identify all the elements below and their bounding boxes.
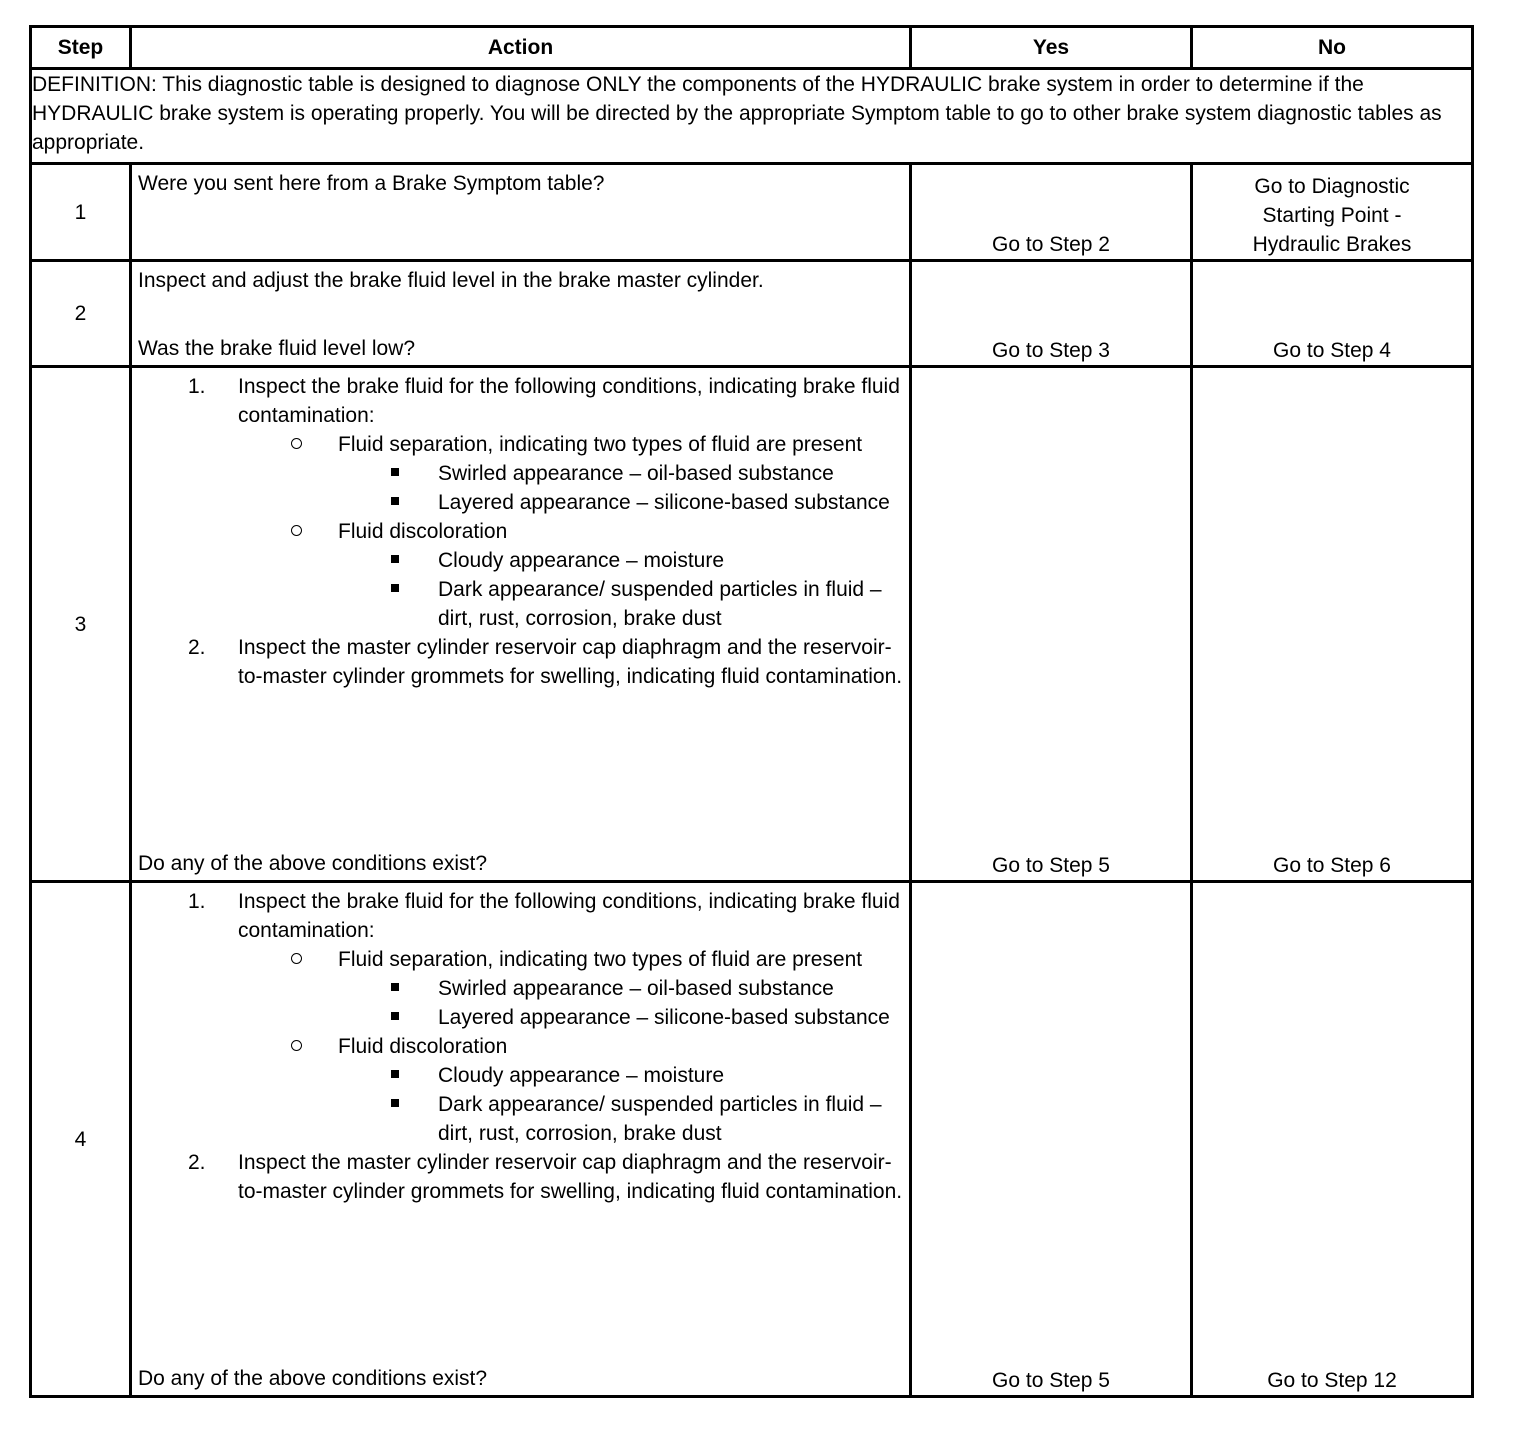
action-question: Were you sent here from a Brake Symptom table? [138,172,605,195]
circle-bullet-icon [288,517,338,546]
list-number: 1. [188,890,206,913]
list-text: Inspect the brake fluid for the following conditions, indicating brake fluid contamination: [238,890,900,942]
action-question: Do any of the above conditions exist? [138,852,488,875]
list-item [138,488,903,517]
action-intro: Inspect and adjust the brake fluid level in the brake master cylinder. [138,269,764,292]
square-bullet-icon [388,546,438,575]
yes-cell: Go to Step 5 [911,367,1192,882]
list-text: Inspect the master cylinder reservoir cap diaphragm and the reservoir-to-master cylinder grommets for swelling, indicating fluid contamination. [238,1151,903,1203]
square-bullet-icon [388,1090,438,1148]
square-bullet-icon [388,974,438,1003]
list-text: Cloudy appearance – moisture [438,549,725,572]
step-number: 3 [31,367,131,882]
circle-bullet-icon [288,430,338,459]
list-text: Swirled appearance – oil-based substance [438,977,834,1000]
action-list [138,372,903,691]
list-number: 1. [188,375,206,398]
list-item [138,887,903,945]
header-row [31,27,1473,69]
list-text: Layered appearance – silicone-based substance [438,491,890,514]
step-number: 2 [31,261,131,367]
square-bullet-icon [388,1061,438,1090]
list-item [138,372,903,430]
list-text: Layered appearance – silicone-based substance [438,1006,890,1029]
list-text: Fluid separation, indicating two types of fluid are present [338,948,863,971]
square-bullet-icon [388,488,438,517]
action-question: Do any of the above conditions exist? [138,1367,488,1390]
list-text: Inspect the master cylinder reservoir cap diaphragm and the reservoir-to-master cylinder grommets for swelling, indicating fluid contamination. [238,636,903,688]
list-text: Inspect the brake fluid for the following conditions, indicating brake fluid contamination: [238,375,900,427]
square-bullet-icon [388,1003,438,1032]
list-text: Fluid separation, indicating two types of fluid are present [338,433,863,456]
list-item [138,575,903,633]
table-row [31,882,1473,1397]
list-text: Swirled appearance – oil-based substance [438,462,834,485]
action-cell [131,367,911,882]
no-line: Hydraulic Brakes [1252,233,1412,256]
action-cell [131,882,911,1397]
list-text: Fluid discoloration [338,1035,508,1058]
list-item [138,1090,903,1148]
header-yes: Yes [911,27,1192,69]
table-row [31,261,1473,367]
step-number: 4 [31,882,131,1397]
header-step: Step [31,27,131,69]
list-text: Dark appearance/ suspended particles in fluid – dirt, rust, corrosion, brake dust [438,578,882,630]
list-item [138,633,903,691]
square-bullet-icon [388,459,438,488]
list-item [138,546,903,575]
yes-cell: Go to Step 2 [911,164,1192,261]
yes-cell: Go to Step 5 [911,882,1192,1397]
list-item [138,945,903,974]
list-text: Dark appearance/ suspended particles in fluid – dirt, rust, corrosion, brake dust [438,1093,882,1145]
table-row [31,164,1473,261]
table-row [31,367,1473,882]
header-action: Action [131,27,911,69]
list-item [138,1003,903,1032]
list-item [138,430,903,459]
action-list [138,887,903,1206]
square-bullet-icon [388,575,438,633]
no-line: Starting Point - [1262,204,1402,227]
action-cell [131,261,911,367]
list-item [138,1032,903,1061]
list-number: 2. [188,1151,206,1174]
circle-bullet-icon [288,945,338,974]
definition-text: DEFINITION: This diagnostic table is designed to diagnose ONLY the components of the HYDRAULIC brake system in order to determine if the HYDRAULIC brake system is operating properly. You will be directed by the appropriate Symptom table to go to other brake system diagnostic tables as appropriate. [31,69,1473,164]
no-line: Go to Diagnostic [1254,175,1410,198]
action-question: Was the brake fluid level low? [138,337,416,360]
list-text: Fluid discoloration [338,520,508,543]
definition-row [31,69,1473,164]
list-item [138,1148,903,1206]
circle-bullet-icon [288,1032,338,1061]
no-cell: Go to Step 4 [1192,261,1473,367]
header-no: No [1192,27,1473,69]
list-text: Cloudy appearance – moisture [438,1064,725,1087]
list-number: 2. [188,636,206,659]
action-cell [131,164,911,261]
step-number: 1 [31,164,131,261]
no-cell [1192,164,1473,261]
list-item [138,459,903,488]
yes-cell: Go to Step 3 [911,261,1192,367]
no-cell: Go to Step 6 [1192,367,1473,882]
no-cell: Go to Step 12 [1192,882,1473,1397]
list-item [138,974,903,1003]
list-item [138,1061,903,1090]
diagnostic-table [29,25,1474,1398]
list-item [138,517,903,546]
